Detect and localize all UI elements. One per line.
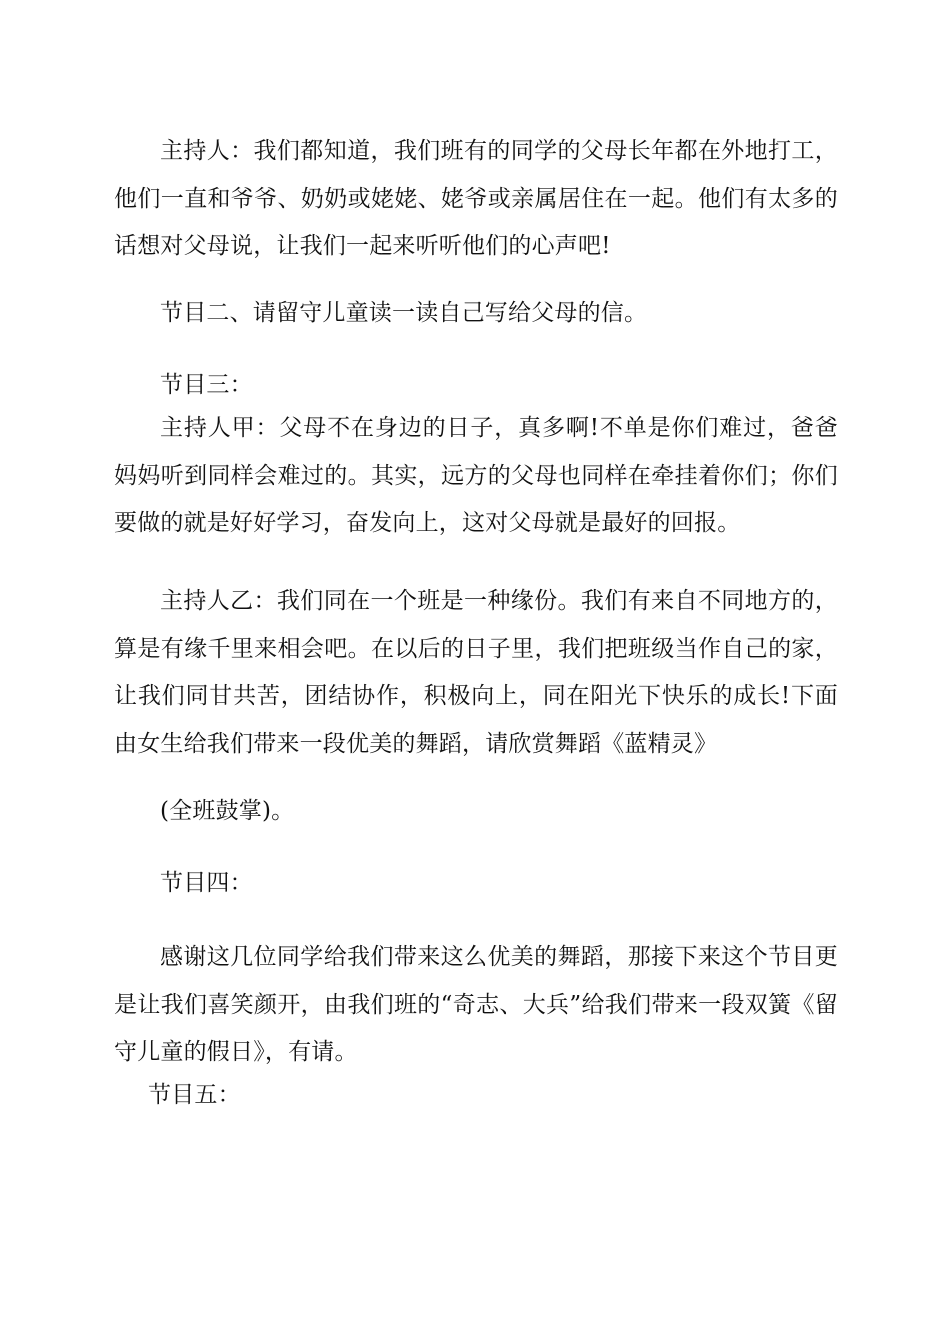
paragraph-host-intro: 主持人：我们都知道，我们班有的同学的父母长年都在外地打工，他们一直和爷爷、奶奶或姥姥、姥爷或亲属居住在一起。他们有太多的话想对父母说，让我们一起来听听他们的心声吧!: [114, 138, 838, 259]
paragraph-program-two: 节目二、请留守儿童读一读自己写给父母的信。: [160, 300, 648, 326]
paragraph-host-b: 主持人乙：我们同在一个班是一种缘份。我们有来自不同地方的，算是有缘千里来相会吧。在以后的日子里，我们把班级当作自己的家，让我们同甘共苦，团结协作，积极向上，同在阳光下快乐的成长!下面由女生给我们带来一段优美的舞蹈，请欣赏舞蹈《蓝精灵》: [114, 588, 838, 757]
paragraph-host-a: 主持人甲：父母不在身边的日子，真多啊!不单是你们难过，爸爸妈妈听到同样会难过的。其实，远方的父母也同样在牵挂着你们；你们要做的就是好好学习，奋发向上，这对父母就是最好的回报。: [114, 415, 838, 536]
paragraph-program-three-heading: 节目三：: [160, 372, 253, 398]
paragraph-thanks: 感谢这几位同学给我们带来这么优美的舞蹈，那接下来这个节目更是让我们喜笑颜开，由我们班的“奇志、大兵”给我们带来一段双簧《留守儿童的假日》，有请。: [114, 944, 838, 1065]
paragraph-program-five-heading: 节目五：: [148, 1082, 241, 1108]
paragraph-applause: (全班鼓掌)。: [160, 798, 295, 824]
paragraph-program-four-heading: 节目四：: [160, 870, 253, 896]
